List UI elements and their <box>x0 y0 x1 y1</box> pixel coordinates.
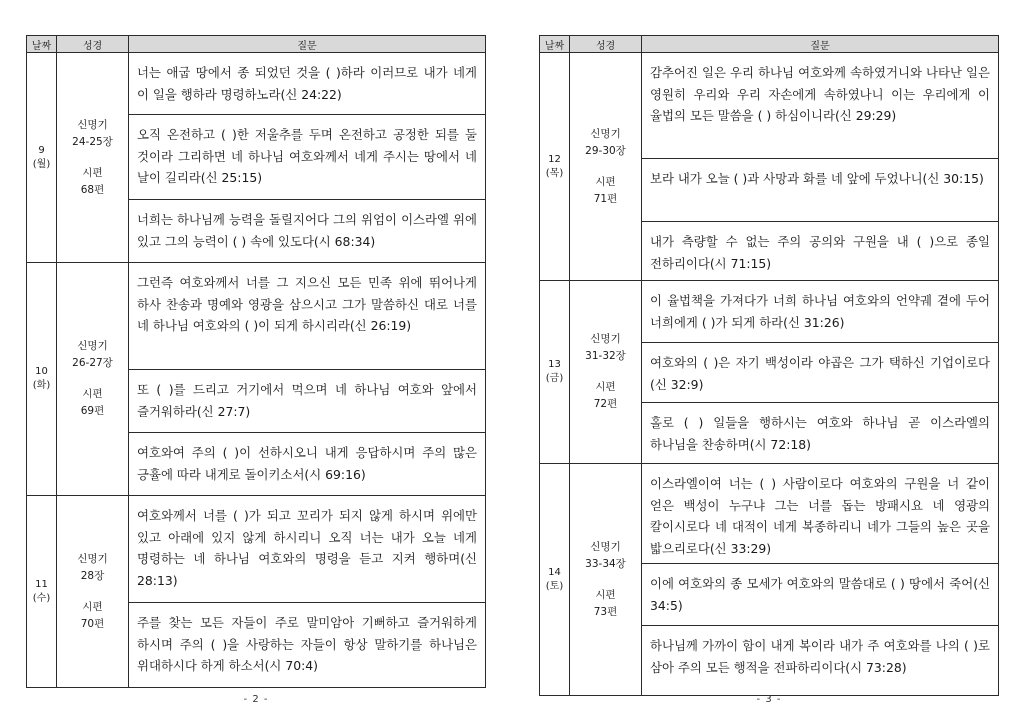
psalm-chapter: 73편 <box>593 605 618 618</box>
question-cell: 이스라엘이여 너는 ( ) 사람이로다 여호와의 구원을 너 같이 얻은 백성이 누구냐 그는 너를 돕는 방패시요 네 영광의 칼이시로다 네 대적이 네게 복종하리니 네가 그들의 높은 곳을 밟으리로다(신 33:29) <box>642 464 999 564</box>
day-weekday: (금) <box>545 373 564 384</box>
header-day: 날짜 <box>540 36 570 53</box>
book-cell <box>570 53 642 281</box>
question-cell: 여호와의 ( )은 자기 백성이라 야곱은 그가 택하신 기업이로다(신 32:9) <box>642 343 999 403</box>
table-row <box>540 464 999 564</box>
psalm-name: 시편 <box>595 588 616 601</box>
day-date: 9 <box>38 144 45 156</box>
psalm-chapter: 68편 <box>80 183 105 196</box>
page-number: - 3 - <box>756 694 782 705</box>
book-chapters: 28장 <box>80 569 105 582</box>
book-cell <box>57 53 129 263</box>
question-cell: 주를 찾는 모든 자들이 주로 말미암아 기뻐하고 즐거워하게 하시며 주의 ( )을 사랑하는 자들이 항상 말하기를 하나님은 위대하시다 하게 하소서(시 70:4) <box>129 603 486 688</box>
page-number: - 2 - <box>243 694 269 705</box>
psalm-name: 시편 <box>595 381 616 393</box>
table-row <box>27 496 486 603</box>
question-cell: 여호와여 주의 ( )이 선하시오니 내게 응답하시며 주의 많은 긍휼에 따라 내게로 돌이키소서(시 69:16) <box>129 433 486 496</box>
book-name: 신명기 <box>77 118 108 131</box>
psalm-chapter: 71편 <box>593 192 618 205</box>
table-header-row <box>27 36 486 53</box>
psalm-name: 시편 <box>82 600 103 613</box>
psalm-chapter: 72편 <box>593 398 618 410</box>
question-cell: 그런즉 여호와께서 너를 그 지으신 모든 민족 위에 뛰어나게 하사 찬송과 명예와 영광을 삼으시고 그가 말씀하신 대로 너를 네 하나님 여호와의 ( )이 되게 하시리라(신 26:19) <box>129 263 486 370</box>
book-name: 신명기 <box>590 540 621 553</box>
question-cell: 또 ( )를 드리고 거기에서 먹으며 네 하나님 여호와 앞에서 즐거워하라(신 27:7) <box>129 370 486 433</box>
book-chapters: 29-30장 <box>585 144 626 157</box>
book-cell <box>57 496 129 688</box>
book-cell <box>570 281 642 464</box>
book-chapters: 33-34장 <box>585 557 626 570</box>
book-chapters: 24-25장 <box>72 135 113 148</box>
header-book: 성경 <box>57 36 129 53</box>
day-date: 14 <box>548 566 561 578</box>
table-row <box>27 263 486 370</box>
day-date: 12 <box>548 153 561 165</box>
question-cell: 너는 애굽 땅에서 종 되었던 것을 ( )하라 이러므로 내가 네게 이 일을 행하라 명령하노라(신 24:22) <box>129 53 486 115</box>
book-name: 신명기 <box>590 127 621 140</box>
question-cell: 내가 측량할 수 없는 주의 공의와 구원을 내 ( )으로 종일 전하리이다(시 71:15) <box>642 222 999 281</box>
book-name: 신명기 <box>590 333 621 345</box>
day-date: 11 <box>35 578 48 590</box>
table-row <box>27 53 486 115</box>
book-cell <box>57 263 129 496</box>
day-weekday: (수) <box>32 592 51 604</box>
table-row <box>540 53 999 159</box>
left-page <box>26 35 486 688</box>
question-cell: 하나님께 가까이 함이 내게 복이라 내가 주 여호와를 나의 ( )로 삼아 주의 모든 행적을 전파하리이다(시 73:28) <box>642 626 999 696</box>
day-cell <box>540 53 570 281</box>
psalm-chapter: 70편 <box>80 617 105 630</box>
day-cell <box>540 464 570 696</box>
question-cell: 여호와께서 너를 ( )가 되고 꼬리가 되지 않게 하시며 위에만 있고 아래에 있지 않게 하시리니 오직 너는 내가 오늘 네게 명령하는 네 하나님 여호와의 명령을 듣고 지켜 행하며(신 28:13) <box>129 496 486 603</box>
header-day: 날짜 <box>27 36 57 53</box>
header-question: 질문 <box>129 36 486 53</box>
question-cell: 이 율법책을 가져다가 너희 하나님 여호와의 언약궤 곁에 두어 너희에게 ( )가 되게 하라(신 31:26) <box>642 281 999 343</box>
book-chapters: 31-32장 <box>585 350 626 362</box>
day-cell <box>540 281 570 464</box>
psalm-name: 시편 <box>595 175 616 188</box>
question-cell: 홀로 ( ) 일들을 행하시는 여호와 하나님 곧 이스라엘의 하나님을 찬송하며(시 72:18) <box>642 403 999 464</box>
day-weekday: (토) <box>545 580 564 592</box>
question-cell: 감추어진 일은 우리 하나님 여호와께 속하였거니와 나타난 일은 영원히 우리와 우리 자손에게 속하였나니 이는 우리에게 이 율법의 모든 말씀을 ( ) 하심이니라(신 29:29) <box>642 53 999 159</box>
question-cell: 너희는 하나님께 능력을 돌릴지어다 그의 위엄이 이스라엘 위에 있고 그의 능력이 ( ) 속에 있도다(시 68:34) <box>129 200 486 263</box>
table-header-row <box>540 36 999 53</box>
question-cell: 보라 내가 오늘 ( )과 사망과 화를 네 앞에 두었나니(신 30:15) <box>642 159 999 222</box>
day-date: 13 <box>548 359 561 370</box>
bible-reading-table <box>26 35 486 688</box>
day-cell <box>27 53 57 263</box>
psalm-chapter: 69편 <box>80 405 105 417</box>
book-name: 신명기 <box>77 552 108 565</box>
psalm-name: 시편 <box>82 388 103 400</box>
question-cell: 오직 온전하고 ( )한 저울추를 두며 온전하고 공정한 되를 둘 것이라 그리하면 네 하나님 여호와께서 네게 주시는 땅에서 네 날이 길리라(신 25:15) <box>129 115 486 200</box>
table-row <box>540 281 999 343</box>
header-book: 성경 <box>570 36 642 53</box>
day-weekday: (목) <box>545 167 564 179</box>
day-date: 10 <box>35 366 48 377</box>
header-question: 질문 <box>642 36 999 53</box>
day-cell <box>27 263 57 496</box>
day-weekday: (월) <box>32 158 51 170</box>
psalm-name: 시편 <box>82 166 103 179</box>
day-weekday: (화) <box>32 380 51 391</box>
book-cell <box>570 464 642 696</box>
book-chapters: 26-27장 <box>72 357 113 369</box>
right-page <box>539 35 999 696</box>
day-cell <box>27 496 57 688</box>
book-name: 신명기 <box>77 340 108 352</box>
bible-reading-table <box>539 35 999 696</box>
question-cell: 이에 여호와의 종 모세가 여호와의 말씀대로 ( ) 땅에서 죽어(신 34:5) <box>642 564 999 626</box>
